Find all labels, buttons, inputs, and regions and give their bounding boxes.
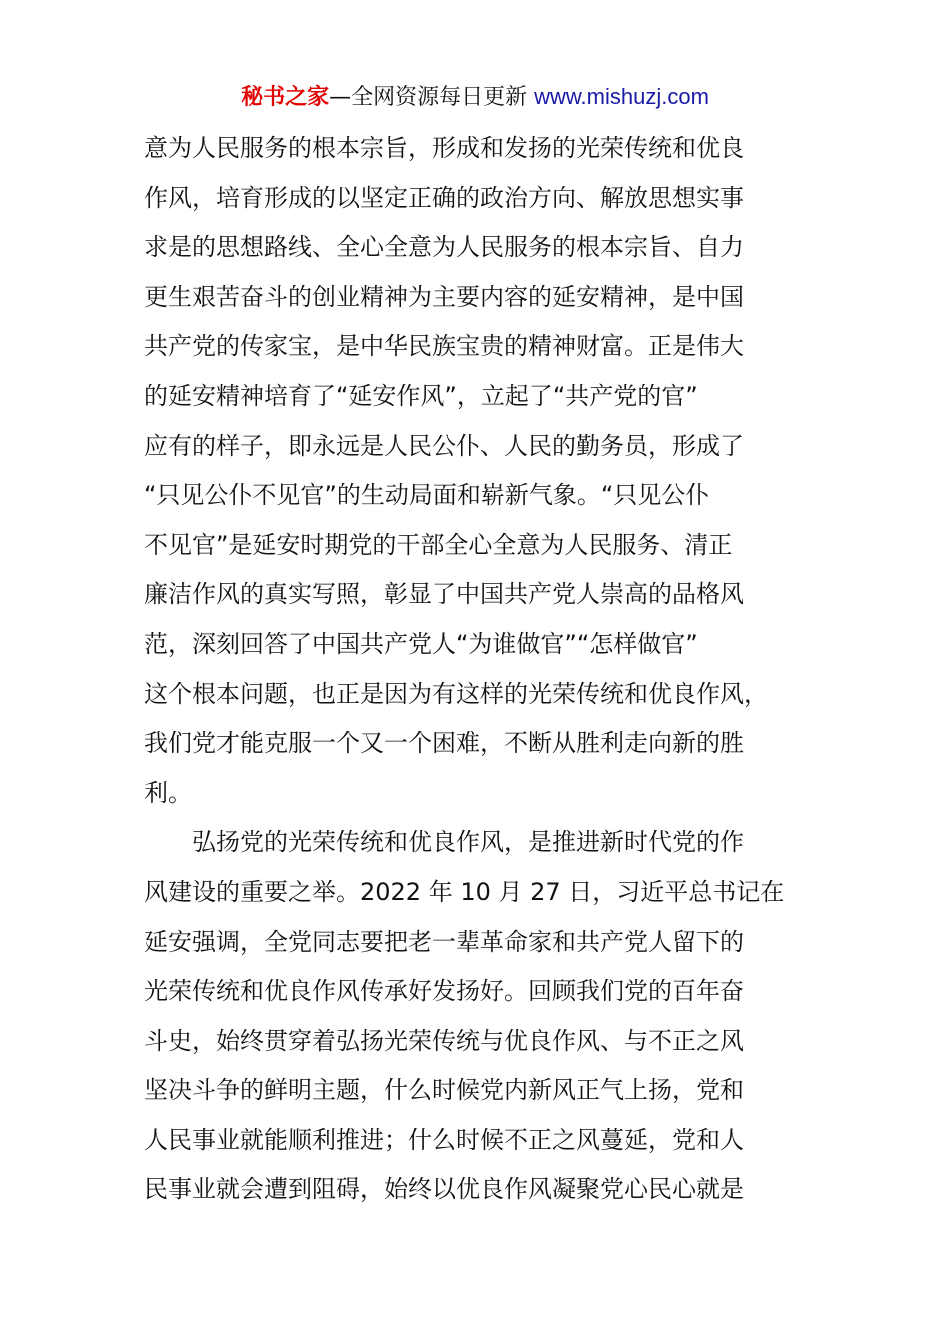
- paragraph-1: [144, 124, 812, 818]
- text-line: 廉洁作风的真实写照，彰显了中国共产党人崇高的品格风: [144, 580, 744, 609]
- text-line: 光荣传统和优良作风传承好发扬好。回顾我们党的百年奋: [144, 977, 744, 1006]
- text-line: 这个根本问题，也正是因为有这样的光荣传统和优良作风，: [144, 679, 768, 708]
- text-line: 作风，培育形成的以坚定正确的政治方向、解放思想实事: [144, 183, 744, 212]
- header-slogan: —全网资源每日更新: [329, 85, 528, 110]
- text-line: 斗史，始终贯穿着弘扬光荣传统与优良作风、与不正之风: [144, 1026, 744, 1055]
- text-line: 范，深刻回答了中国共产党人“为谁做官”“怎样做官”: [144, 629, 698, 658]
- document-body: [144, 124, 812, 1215]
- text-line: 不见官”是延安时期党的干部全心全意为人民服务、清正: [144, 530, 733, 559]
- text-line: 风建设的重要之举。2022 年 10 月 27 日，习近平总书记在: [144, 877, 785, 906]
- text-line: 的延安精神培育了“延安作风”，立起了“共产党的官”: [144, 381, 698, 410]
- site-url-link[interactable]: www.mishuzj.com: [534, 84, 709, 109]
- text-line: 更生艰苦奋斗的创业精神为主要内容的延安精神，是中国: [144, 282, 744, 311]
- text-line: 民事业就会遭到阻碍，始终以优良作风凝聚党心民心就是: [144, 1175, 744, 1204]
- text-line: 共产党的传家宝，是中华民族宝贵的精神财富。正是伟大: [144, 332, 744, 361]
- text-line: 延安强调，全党同志要把老一辈革命家和共产党人留下的: [144, 927, 744, 956]
- brand-name: 秘书之家: [241, 85, 330, 110]
- text-line: 人民事业就能顺利推进；什么时候不正之风蔓延，党和人: [144, 1125, 744, 1154]
- paragraph-2: [144, 818, 812, 1215]
- text-line: 求是的思想路线、全心全意为人民服务的根本宗旨、自力: [144, 233, 744, 262]
- text-line: 我们党才能克服一个又一个困难，不断从胜利走向新的胜: [144, 729, 744, 758]
- text-line: 应有的样子，即永远是人民公仆、人民的勤务员，形成了: [144, 431, 744, 460]
- site-header: [0, 80, 950, 115]
- text-line: 意为人民服务的根本宗旨，形成和发扬的光荣传统和优良: [144, 134, 744, 162]
- text-line: 弘扬党的光荣传统和优良作风，是推进新时代党的作: [144, 828, 744, 857]
- text-line: 坚决斗争的鲜明主题，什么时候党内新风正气上扬，党和: [144, 1076, 744, 1105]
- text-line: “只见公仆不见官”的生动局面和崭新气象。“只见公仆: [144, 481, 710, 510]
- text-line: 利。: [144, 778, 192, 807]
